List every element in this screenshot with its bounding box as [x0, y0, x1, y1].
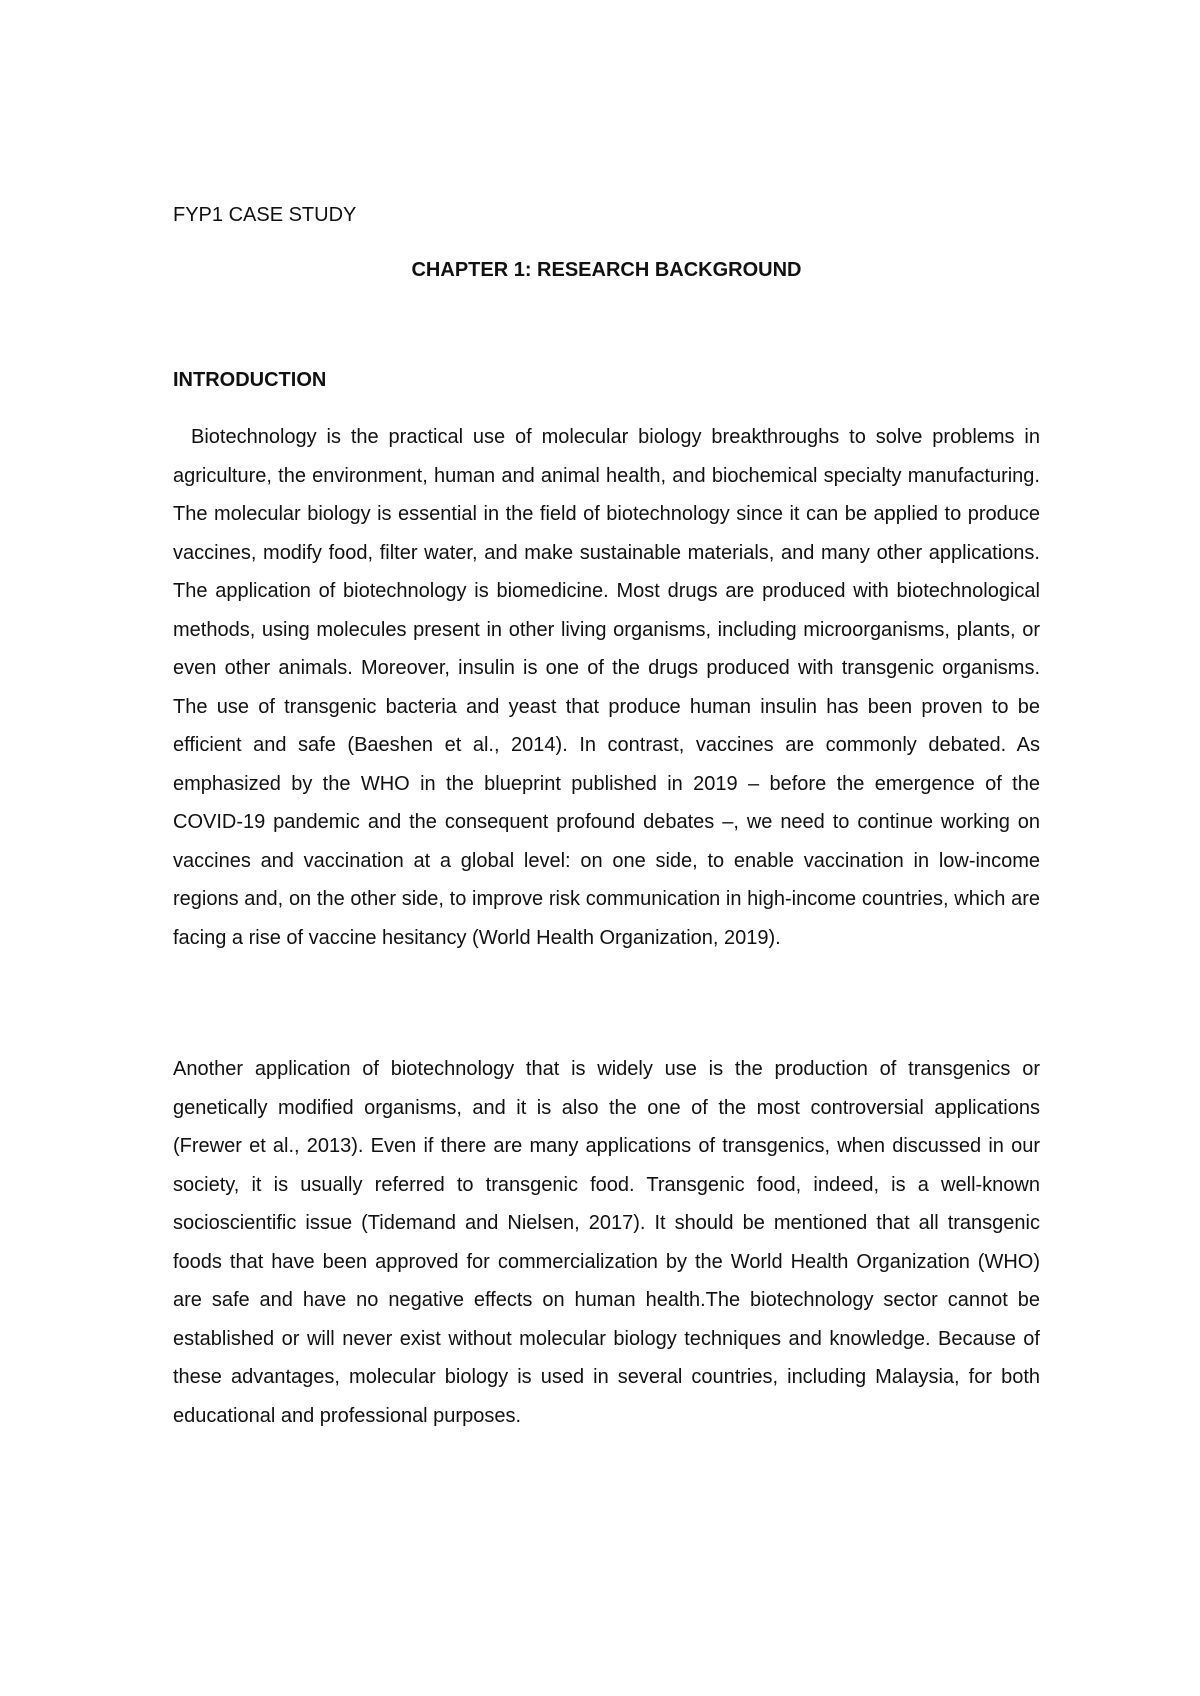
- introduction-paragraph-2: Another application of biotechnology that is widely use is the production of transgenics or genetically modified organisms, and it is also the one of the most controversial applications (Frewer et al., 2013). Even if there are many applications of transgenics, when discussed in our society, it is usually referred to transgenic food. Transgenic food, indeed, is a well-known socioscientific issue (Tidemand and Nielsen, 2017). It should be mentioned that all transgenic foods that have been approved for commercialization by the World Health Organization (WHO) are safe and have no negative effects on human health.The biotechnology sector cannot be established or will never exist without molecular biology techniques and knowledge. Because of these advantages, molecular biology is used in several countries, including Malaysia, for both educational and professional purposes.: [173, 1058, 1040, 1427]
- document-label: FYP1 CASE STUDY: [173, 204, 357, 226]
- section-heading-introduction: INTRODUCTION: [173, 369, 327, 391]
- chapter-title: CHAPTER 1: RESEARCH BACKGROUND: [411, 259, 802, 281]
- introduction-paragraph-1: Biotechnology is the practical use of molecular biology breakthroughs to solve problems in agriculture, the environment, human and animal health, and biochemical specialty manufacturing. The molecular biology is essential in the field of biotechnology since it can be applied to produce vaccines, modify food, filter water, and make sustainable materials, and many other applications. The application of biotechnology is biomedicine. Most drugs are produced with biotechnological methods, using molecules present in other living organisms, including microorganisms, plants, or even other animals. Moreover, insulin is one of the drugs produced with transgenic organisms. The use of transgenic bacteria and yeast that produce human insulin has been proven to be efficient and safe (Baeshen et al., 2014). In contrast, vaccines are commonly debated. As emphasized by the WHO in the blueprint published in 2019 – before the emergence of the COVID-19 pandemic and the consequent profound debates –, we need to continue working on vaccines and vaccination at a global level: on one side, to enable vaccination in low-income regions and, on the other side, to improve risk communication in high-income countries, which are facing a rise of vaccine hesitancy (World Health Organization, 2019).: [173, 426, 1040, 949]
